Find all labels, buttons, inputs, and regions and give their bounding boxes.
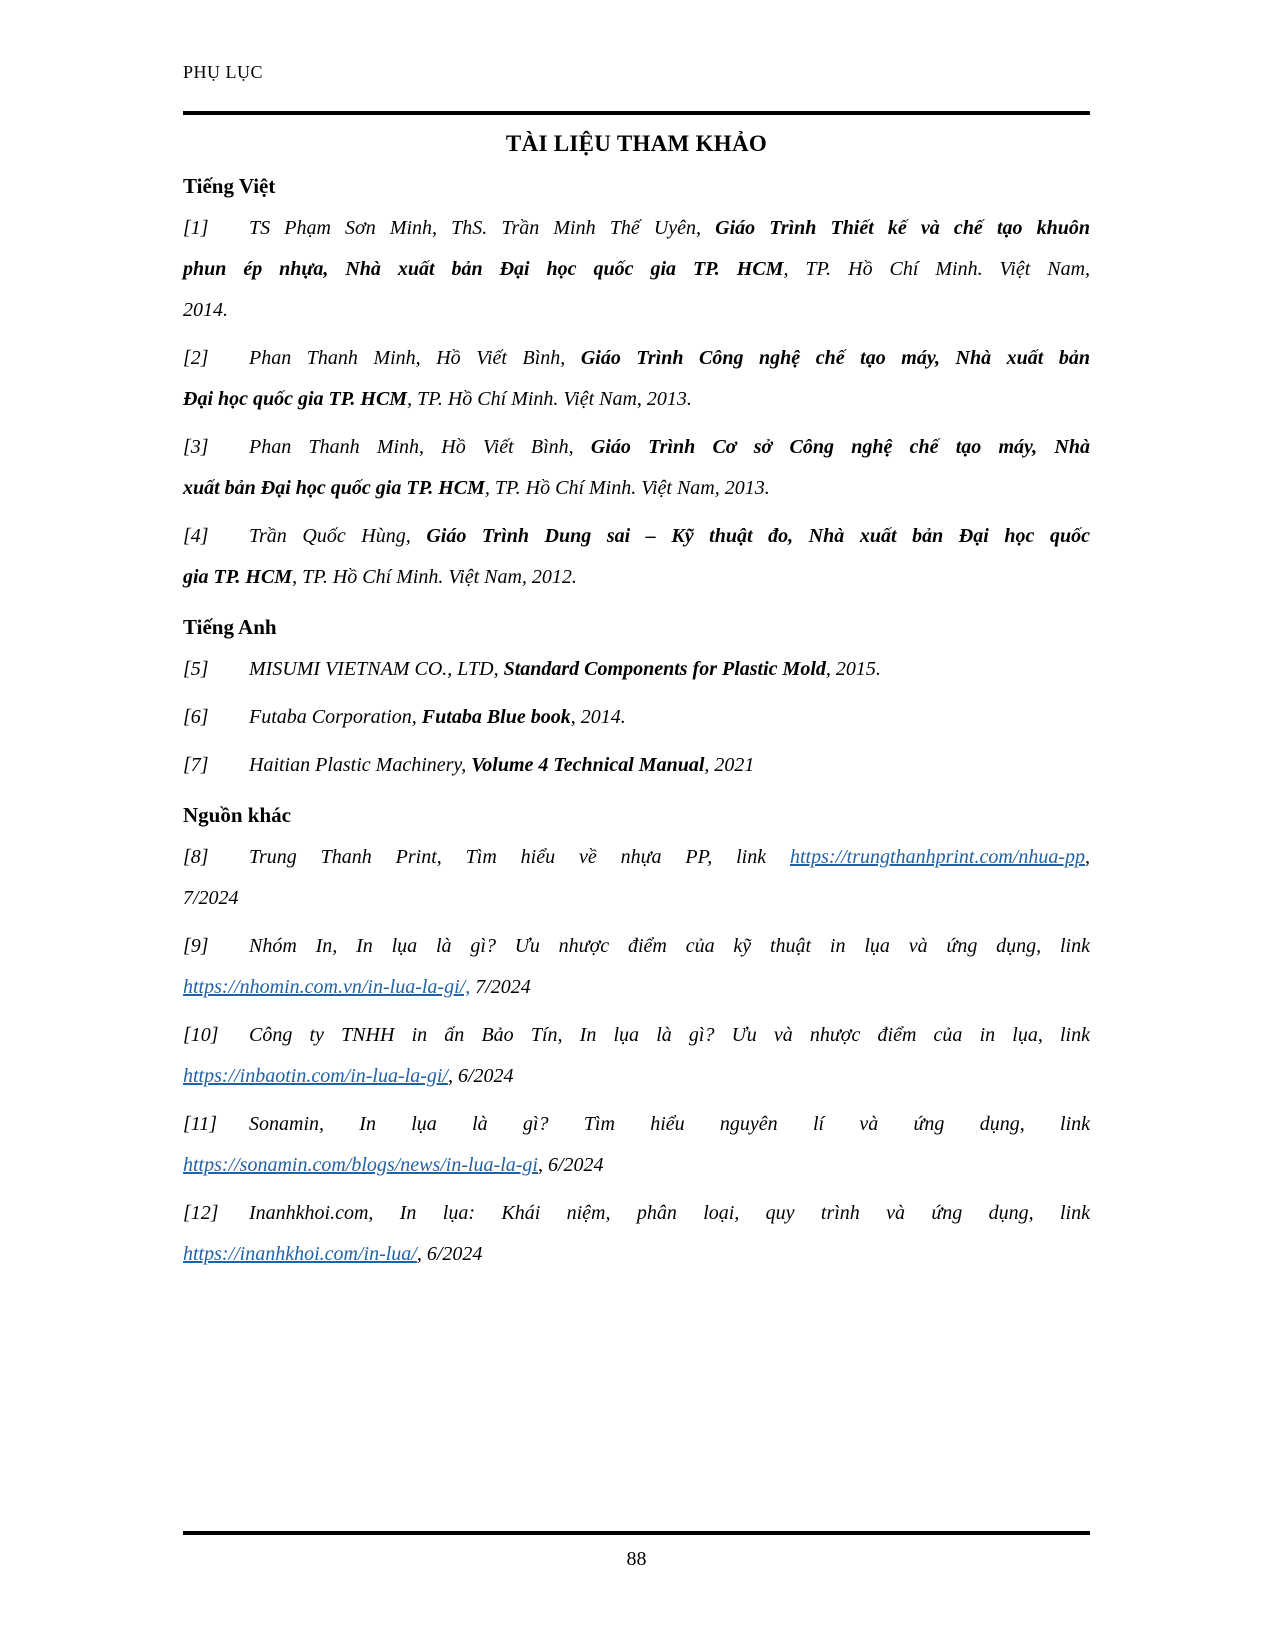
reference-line (183, 1015, 1090, 1056)
reference-marker: [1] (183, 217, 209, 239)
reference-link[interactable]: https://sonamin.com/blogs/news/in-lua-la-gi (183, 1154, 538, 1176)
reference-item (183, 427, 1090, 509)
reference-text: Inanhkhoi.com, In lụa: Khái niệm, phân loại, quy trình và ứng dụng, link (249, 1202, 1090, 1224)
reference-line (183, 1193, 1090, 1234)
reference-item (183, 516, 1090, 598)
reference-item (183, 208, 1090, 331)
reference-line (183, 649, 1090, 690)
reference-item (183, 649, 1090, 690)
reference-text: Giáo Trình Dung sai – Kỹ thuật đo, Nhà xuất bản Đại học quốc (426, 525, 1090, 547)
reference-line (183, 427, 1090, 468)
reference-text: Công ty TNHH in ấn Bảo Tín, In lụa là gì? Ưu và nhược điểm của in lụa, link (249, 1024, 1090, 1046)
reference-text: 7/2024 (470, 976, 531, 998)
reference-link[interactable]: https://nhomin.com.vn/in-lua-la-gi/, (183, 976, 471, 998)
reference-text: , TP. Hồ Chí Minh. Việt Nam, (783, 258, 1091, 280)
reference-line (183, 1145, 1090, 1186)
reference-line (183, 926, 1090, 967)
reference-text: , 2021 (704, 754, 755, 776)
section-heading: Tiếng Anh (183, 615, 277, 639)
reference-line (183, 249, 1090, 290)
reference-item (183, 338, 1090, 420)
reference-text: Giáo Trình Công nghệ chế tạo máy, Nhà xuất bản (580, 347, 1091, 369)
reference-text: Trung Thanh Print, Tìm hiểu về nhựa PP, link (249, 846, 790, 868)
reference-item (183, 926, 1090, 1008)
reference-text: Haitian Plastic Machinery, (249, 754, 472, 776)
reference-text: , TP. Hồ Chí Minh. Việt Nam, 2013. (407, 388, 692, 410)
reference-text: TS Phạm Sơn Minh, ThS. Trần Minh Thế Uyên, (249, 217, 716, 239)
reference-line (183, 967, 1090, 1008)
reference-text: 2014. (183, 299, 228, 321)
reference-line (183, 697, 1090, 738)
page-number: 88 (626, 1548, 647, 1570)
reference-text: Trần Quốc Hùng, (249, 525, 427, 547)
reference-marker: [11] (183, 1113, 218, 1135)
reference-text: Sonamin, In lụa là gì? Tìm hiểu nguyên lí và ứng dụng, link (249, 1113, 1090, 1135)
reference-text: , 6/2024 (447, 1065, 514, 1087)
reference-line (183, 290, 1090, 331)
reference-item (183, 1193, 1090, 1275)
reference-text: xuất bản Đại học quốc gia TP. HCM (183, 477, 485, 499)
section-heading: Nguồn khác (183, 803, 291, 827)
reference-line (183, 837, 1090, 878)
reference-marker: [4] (183, 525, 209, 547)
reference-text: , (1085, 846, 1090, 868)
header-rule (183, 111, 1090, 115)
reference-line (183, 1104, 1090, 1145)
reference-text: , 2014. (570, 706, 626, 728)
reference-marker: [7] (183, 754, 209, 776)
references-root (183, 171, 1090, 1275)
reference-text: 7/2024 (183, 887, 239, 909)
reference-text: , 6/2024 (538, 1154, 604, 1176)
section-heading: Tiếng Việt (183, 174, 276, 198)
reference-text: Nhóm In, In lụa là gì? Ưu nhược điểm của kỹ thuật in lụa và ứng dụng, link (249, 935, 1090, 957)
reference-text: Giáo Trình Thiết kế và chế tạo khuôn (715, 217, 1090, 239)
reference-text: , 6/2024 (416, 1243, 483, 1265)
reference-line (183, 516, 1090, 557)
page-title: TÀI LIỆU THAM KHẢO (505, 131, 768, 156)
reference-text: Futaba Blue book (421, 706, 571, 728)
reference-text: , TP. Hồ Chí Minh. Việt Nam, 2013. (484, 477, 770, 499)
reference-line (183, 208, 1090, 249)
reference-marker: [12] (183, 1202, 219, 1224)
reference-text: Phan Thanh Minh, Hồ Viết Bình, (249, 436, 591, 458)
reference-marker: [10] (183, 1024, 219, 1046)
reference-marker: [9] (183, 935, 209, 957)
reference-line (183, 379, 1090, 420)
reference-line (183, 745, 1090, 786)
reference-item (183, 1015, 1090, 1097)
reference-text: phun ép nhựa, Nhà xuất bản Đại học quốc gia TP. HCM (183, 258, 784, 280)
reference-link[interactable]: https://trungthanhprint.com/nhua-pp (790, 846, 1085, 868)
reference-line (183, 468, 1090, 509)
reference-line (183, 338, 1090, 379)
reference-line (183, 1056, 1090, 1097)
reference-text: MISUMI VIETNAM CO., LTD, (249, 658, 504, 680)
reference-link[interactable]: https://inanhkhoi.com/in-lua/ (183, 1243, 417, 1265)
reference-text: Futaba Corporation, (249, 706, 422, 728)
reference-item (183, 697, 1090, 738)
reference-text: , 2015. (825, 658, 881, 680)
reference-item (183, 745, 1090, 786)
reference-marker: [2] (183, 347, 209, 369)
reference-text: Volume 4 Technical Manual (471, 754, 705, 776)
reference-marker: [5] (183, 658, 209, 680)
page-content (183, 62, 1090, 1282)
reference-text: Phan Thanh Minh, Hồ Viết Bình, (249, 347, 581, 369)
reference-text: Giáo Trình Cơ sở Công nghệ chế tạo máy, Nhà (590, 436, 1090, 458)
reference-line (183, 1234, 1090, 1275)
reference-item (183, 837, 1090, 919)
reference-line (183, 557, 1090, 598)
reference-text: Standard Components for Plastic Mold (503, 658, 826, 680)
reference-text: Đại học quốc gia TP. HCM (183, 388, 408, 410)
footer-rule (183, 1531, 1090, 1535)
reference-marker: [3] (183, 436, 209, 458)
reference-text: , TP. Hồ Chí Minh. Việt Nam, 2012. (292, 566, 577, 588)
reference-text: gia TP. HCM (183, 566, 293, 588)
reference-item (183, 1104, 1090, 1186)
reference-line (183, 878, 1090, 919)
reference-marker: [6] (183, 706, 209, 728)
reference-link[interactable]: https://inbaotin.com/in-lua-la-gi/ (183, 1065, 448, 1087)
running-header: PHỤ LỤC (183, 62, 264, 82)
reference-marker: [8] (183, 846, 209, 868)
